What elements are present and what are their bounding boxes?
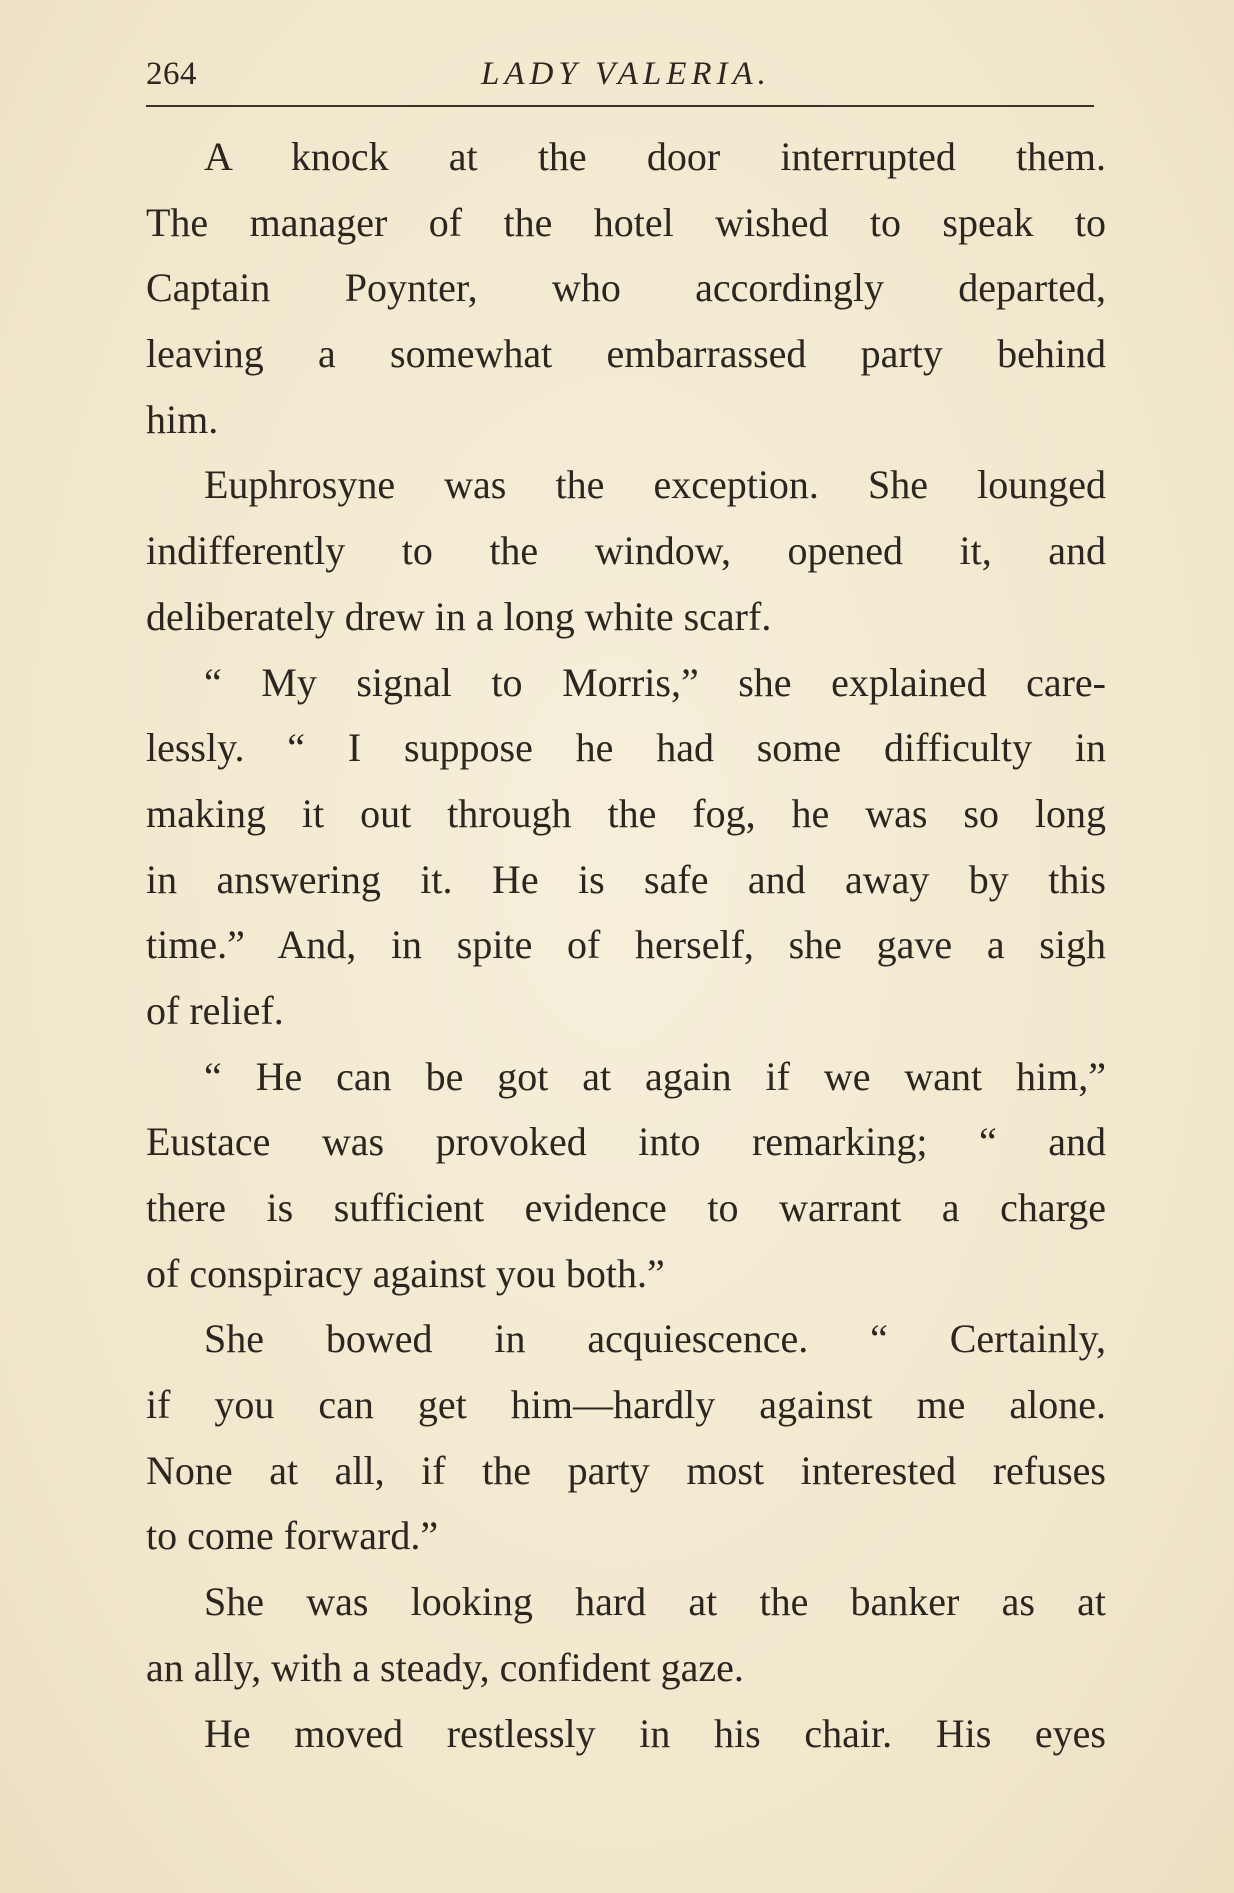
header-rule: [146, 105, 1094, 107]
running-title: LADY VALERIA.: [481, 56, 771, 92]
text-line: of conspiracy against you both.”: [146, 1250, 665, 1296]
text-line: He moved restlessly in his chair. His eyes: [204, 1710, 1106, 1756]
text-line: The manager of the hotel wished to speak to: [146, 199, 1106, 245]
text-line: “ He can be got at again if we want him,”: [204, 1053, 1106, 1099]
text-line: if you can get him—hardly against me alone.: [146, 1382, 1106, 1428]
text-line: leaving a somewhat embarrassed party behind: [146, 331, 1106, 377]
text-line: A knock at the door interrupted them.: [204, 134, 1106, 179]
text-line: in answering it. He is safe and away by this: [146, 856, 1106, 902]
text-line: “ My signal to Morris,” she explained care-: [204, 659, 1106, 705]
text-line: of relief.: [146, 987, 284, 1033]
text-line: there is sufficient evidence to warrant a charge: [146, 1185, 1106, 1230]
text-line: to come forward.”: [146, 1513, 439, 1559]
text-line: Eustace was provoked into remarking; “ and: [146, 1119, 1106, 1165]
running-head: [146, 48, 1106, 108]
text-line: lessly. “ I suppose he had some difficulty in: [146, 725, 1106, 771]
body-text: [146, 124, 1106, 1766]
text-line: deliberately drew in a long white scarf.: [146, 593, 772, 639]
text-line: She was looking hard at the banker as at: [204, 1579, 1106, 1625]
text-line: him.: [146, 396, 219, 442]
text-line: Euphrosyne was the exception. She lounged: [204, 462, 1106, 508]
text-line: time.” And, in spite of herself, she gave a sigh: [146, 922, 1106, 968]
text-line: making it out through the fog, he was so long: [146, 790, 1106, 836]
text-line: indifferently to the window, opened it, and: [146, 528, 1106, 574]
text-line: an ally, with a steady, confident gaze.: [146, 1644, 744, 1690]
text-line: None at all, if the party most interested refuses: [146, 1447, 1106, 1493]
text-line: Captain Poynter, who accordingly departed,: [146, 265, 1106, 311]
page-number: 264: [146, 56, 197, 92]
text-line: She bowed in acquiescence. “ Certainly,: [204, 1316, 1106, 1362]
